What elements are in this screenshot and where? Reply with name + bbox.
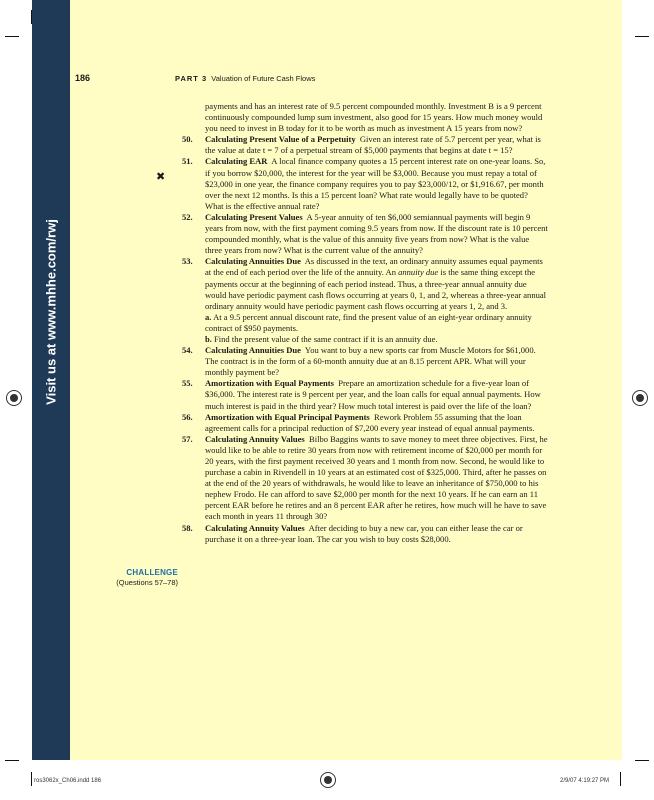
crop-mark — [620, 772, 621, 786]
problem-51: 51. Calculating EAR A local finance company quotes a 15 percent interest rate on one-year loans. So, if you borrow $20,000, the interest for the year will be $3,000. Because you must repay a total of $23,000 in one year, the finance company requires you to pay $23,000/12, or $1,916.67, per month over the next 12 months. Is this a 15 percent loan? What rate would legally have to be quoted? What is the effective annual rate? — [182, 156, 546, 211]
part-label — [175, 74, 315, 83]
problem-53: 53. Calculating Annuities Due As discussed in the text, an ordinary annuity assumes equal payments at the end of each period over the life of the annuity. An annuity due is the same thing except the payments occur at the beginning of each period instead. Thus, a three-year annual annuity due would have periodic payment cash flows occurring at years 0, 1, and 2, whereas a three-year annual ordinary annuity would have periodic payment cash flows occurring at years 1, 2, and 3. a. At a 9.5 percent annual discount rate, find the present value of an eight-year ordinary annuity contract of $950 payments. b. Find the present value of the same contract if it is an annuity due. — [182, 256, 547, 344]
registration-mark — [320, 772, 336, 788]
problem-55: 55. Amortization with Equal Payments Prepare an amortization schedule for a five-year loan of $36,000. The interest rate is 9 percent per year, and the loan calls for equal annual payments. How much interest is paid in the third year? How much total interest is paid over the life of the loan? — [182, 378, 541, 411]
problem-50: 50. Calculating Present Value of a Perpetuity Given an interest rate of 5.7 percent per year, what is the value at date t = 7 of a perpetual stream of $5,000 payments that begins at date t = 15? — [182, 134, 541, 156]
challenge-range: (Questions 57–78) — [116, 578, 178, 587]
problem-52: 52. Calculating Present Values A 5-year annuity of ten $6,000 semiannual payments will begin 9 years from now, with the first payment coming 9.5 years from now. If the discount rate is 10 percent compounded monthly, what is the value of this annuity five years from now? What is the value three years from now? What is the current value of the annuity? — [182, 211, 548, 256]
section-title: Valuation of Future Cash Flows — [211, 74, 316, 83]
problem-54: 54. Calculating Annuities Due You want to buy a new sports car from Muscle Motors for $61,000. The contract is in the form of a 60-month annuity due at an 8.15 percent APR. What will your monthly payment be? — [182, 345, 536, 378]
problem-58: 58. Calculating Annuity Values After deciding to buy a new car, you can either lease the car or purchase it on a three-year loan. The car you wish to buy costs $28,000. — [182, 522, 523, 544]
crop-mark — [635, 760, 649, 761]
registration-mark — [6, 390, 22, 406]
problem-list — [182, 101, 548, 545]
registration-mark — [632, 390, 648, 406]
crop-mark — [5, 36, 19, 37]
crop-mark — [5, 760, 19, 761]
problem-56: 56. Amortization with Equal Principal Payments Rework Problem 55 assuming that the loan agreement calls for a principal reduction of $7,200 every year instead of equal annual payments. — [182, 411, 535, 433]
running-header — [75, 73, 620, 87]
footer-file: ros3062x_Ch06.indd 186 — [34, 778, 102, 784]
page-number: 186 — [75, 73, 91, 83]
sidebar-url-text: Visit us at www.mhhe.com/rwj — [43, 219, 59, 405]
calculator-icon: ✖ — [156, 171, 166, 183]
problem-53a: At a 9.5 percent annual discount rate, find the present value of an eight-year ordinary annuity contract of $950 payments. — [205, 311, 532, 333]
challenge-title: CHALLENGE — [126, 568, 178, 577]
problem-53b: Find the present value of the same contract if it is an annuity due. — [214, 333, 438, 344]
crop-mark — [635, 36, 649, 37]
challenge-label — [100, 568, 178, 587]
footer-date: 2/9/07 4:19:27 PM — [560, 778, 610, 784]
problem-57: 57. Calculating Annuity Values Bilbo Baggins wants to save money to meet three objectives. First, he would like to be able to retire 30 years from now with retirement income of $20,000 per month for 20 years, with the first payment received 30 years and 1 month from now. Second, he would like to purchase a cabin in Rivendell in 10 years at an estimated cost of $325,000. Third, after he passes on at the end of the 20 years of withdrawals, he would like to leave an inheritance of $750,000 to his nephew Frodo. He can afford to save $2,000 per month for the next 10 years. If he can earn an 11 percent EAR before he retires and an 8 percent EAR after he retires, how much will he have to save each month in years 11 through 30? — [182, 433, 548, 522]
continuation-text: payments and has an interest rate of 9.5 percent compounded monthly. Investment B is a 9 percent continuously compounded lump sum investment, also good for 15 years. How much money would you need to invest in B today for it to be worth as much as investment A 15 years from now? — [205, 101, 543, 134]
part-number: PART 3 — [175, 74, 208, 83]
crop-mark — [31, 772, 32, 786]
